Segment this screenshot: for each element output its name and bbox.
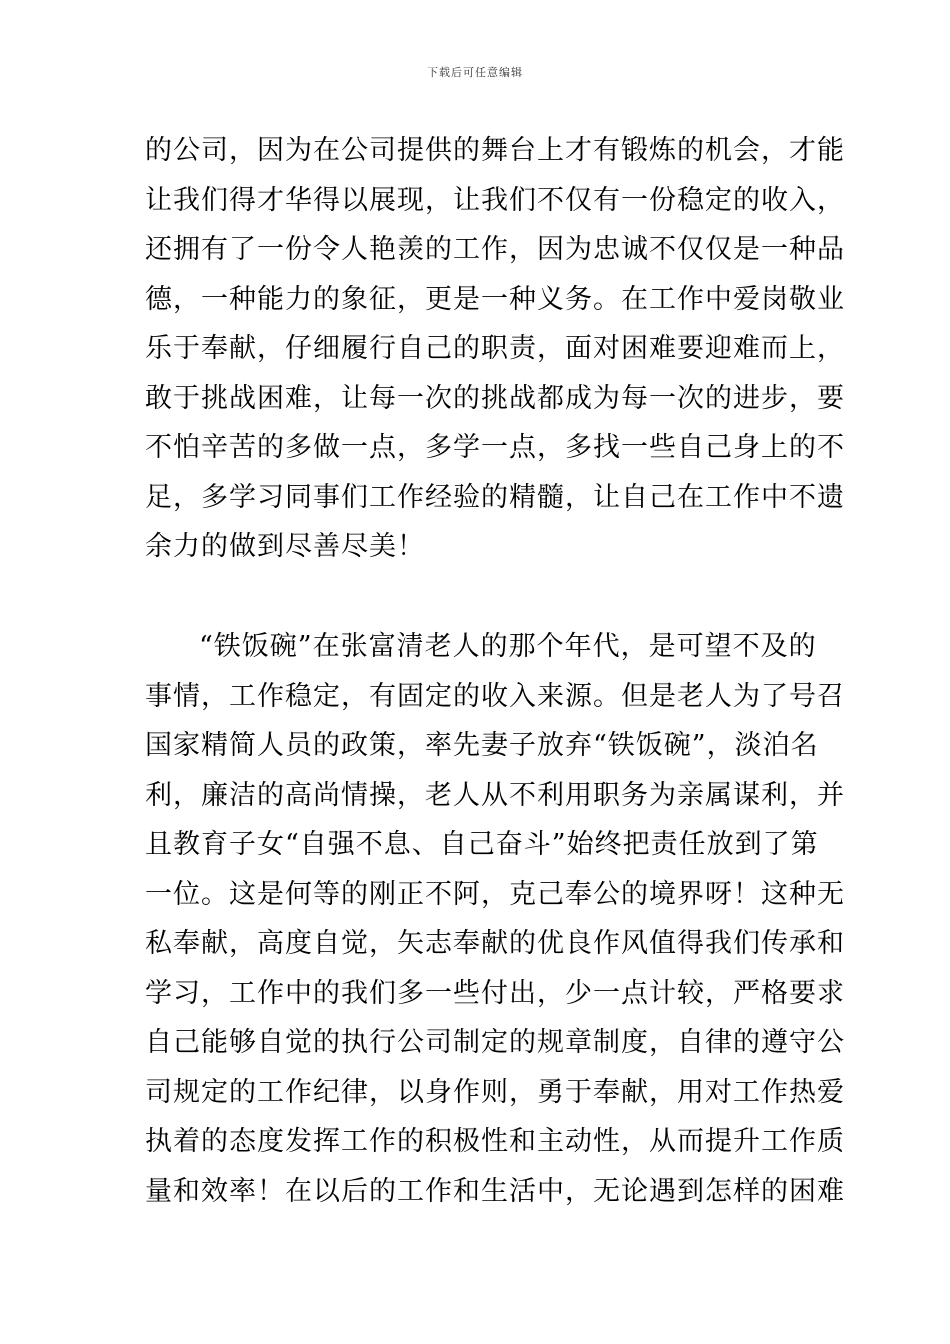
text-line: 乐于奉献，仔细履行自己的职责，面对困难要迎难而上， — [145, 333, 845, 364]
text-line: 敢于挑战困难，让每一次的挑战都成为每一次的进步，要 — [145, 382, 845, 414]
text-line: 德，一种能力的象征，更是一种义务。在工作中爱岗敬业 — [145, 283, 845, 315]
text-line: 执着的态度发挥工作的积极性和主动性，从而提升工作质 — [145, 1126, 845, 1157]
text-line: 事情，工作稳定，有固定的收入来源。但是老人为了号召 — [145, 680, 845, 712]
text-line: 国家精简人员的政策，率先妻子放弃“铁饭碗”，淡泊名 — [145, 730, 819, 761]
text-line: 学习，工作中的我们多一些付出，少一点计较，严格要求 — [145, 977, 845, 1009]
text-line: 自己能够自觉的执行公司制定的规章制度，自律的遵守公 — [145, 1027, 845, 1058]
paragraph-1 — [145, 126, 845, 572]
text-line: 量和效率！在以后的工作和生活中，无论遇到怎样的困难 — [145, 1175, 845, 1207]
text-line: 司规定的工作纪律，以身作则，勇于奉献，用对工作热爱 — [145, 1076, 845, 1108]
text-line: 余力的做到尽善尽美！ — [145, 531, 425, 562]
text-line: 私奉献，高度自觉，矢志奉献的优良作风值得我们传承和 — [145, 928, 845, 959]
text-line: 一位。这是何等的刚正不阿，克己奉公的境界呀！这种无 — [145, 878, 845, 910]
text-line: 还拥有了一份令人艳羡的工作，因为忠诚不仅仅是一种品 — [145, 234, 845, 265]
text-line: 不怕辛苦的多做一点，多学一点，多找一些自己身上的不 — [145, 432, 845, 463]
text-line: 让我们得才华得以展现，让我们不仅有一份稳定的收入， — [145, 184, 845, 216]
text-line: 的公司，因为在公司提供的舞台上才有锻炼的机会，才能 — [145, 135, 845, 166]
text-line-first-indented: “铁饭碗”在张富清老人的那个年代，是可望不及的 — [199, 631, 817, 662]
text-line: 利，廉洁的高尚情操，老人从不利用职务为亲属谋利，并 — [145, 779, 845, 811]
text-line: 且教育子女“自强不息、自己奋斗”始终把责任放到了第 — [145, 829, 819, 860]
text-line: 足，多学习同事们工作经验的精髓，让自己在工作中不遗 — [145, 481, 845, 513]
paragraph-2 — [145, 622, 845, 1216]
page-header: 下载后可任意编辑 — [427, 66, 523, 79]
